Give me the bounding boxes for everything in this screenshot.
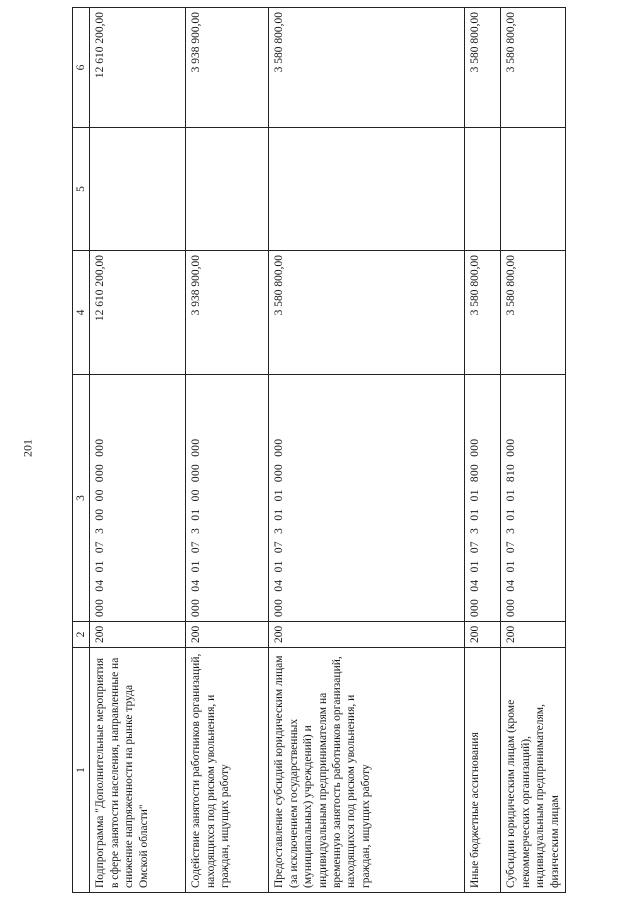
row-code: 000 04 01 07 3 00 00 000 000 bbox=[90, 375, 186, 622]
row-col4: 3 580 800,00 bbox=[269, 251, 465, 375]
row-col5 bbox=[90, 128, 186, 251]
page-number: 201 bbox=[20, 439, 35, 457]
table-row bbox=[465, 8, 501, 893]
row-col5 bbox=[269, 128, 465, 251]
table-row bbox=[90, 8, 186, 893]
row-name: Предоставление субсидий юридическим лицам (за исключением государственных (муниципальных) учреждений) и индивидуальным предпринимателям на временную занятость работников организаций, находящихся под риском увольнения, и граждан, ищущих работу bbox=[269, 648, 465, 893]
row-col5 bbox=[501, 128, 566, 251]
row-name: Субсидии юридическим лицам (кроме некоммерческих организаций), индивидуальным предпринимателям, физическим лицам bbox=[501, 648, 566, 893]
row-admin: 200 bbox=[186, 622, 269, 648]
rotated-table-container bbox=[72, 8, 561, 893]
table-row bbox=[501, 8, 566, 893]
row-admin: 200 bbox=[90, 622, 186, 648]
row-code: 000 04 01 07 3 01 01 810 000 bbox=[501, 375, 566, 622]
header-col-2: 2 bbox=[73, 622, 90, 648]
row-col6: 3 938 900,00 bbox=[186, 8, 269, 128]
header-row bbox=[73, 8, 90, 893]
row-col4: 3 580 800,00 bbox=[501, 251, 566, 375]
row-col6: 3 580 800,00 bbox=[465, 8, 501, 128]
budget-table bbox=[72, 7, 566, 893]
row-name: Подпрограмма "Дополнительные мероприятия в сфере занятости населения, направленные на снижение напряженности на рынке труда Омской области" bbox=[90, 648, 186, 893]
row-code: 000 04 01 07 3 01 01 000 000 bbox=[269, 375, 465, 622]
row-admin: 200 bbox=[465, 622, 501, 648]
row-admin: 200 bbox=[269, 622, 465, 648]
row-col6: 3 580 800,00 bbox=[501, 8, 566, 128]
row-admin: 200 bbox=[501, 622, 566, 648]
header-col-5: 5 bbox=[73, 128, 90, 251]
row-code: 000 04 01 07 3 01 01 800 000 bbox=[465, 375, 501, 622]
row-name: Содействие занятости работников организаций, находящихся под риском увольнения, и граждан, ищущих работу bbox=[186, 648, 269, 893]
row-col4: 12 610 200,00 bbox=[90, 251, 186, 375]
table-row bbox=[186, 8, 269, 893]
header-col-6: 6 bbox=[73, 8, 90, 128]
row-col6: 12 610 200,00 bbox=[90, 8, 186, 128]
row-col6: 3 580 800,00 bbox=[269, 8, 465, 128]
header-col-3: 3 bbox=[73, 375, 90, 622]
header-col-1: 1 bbox=[73, 648, 90, 893]
header-col-4: 4 bbox=[73, 251, 90, 375]
row-code: 000 04 01 07 3 01 00 000 000 bbox=[186, 375, 269, 622]
row-col4: 3 580 800,00 bbox=[465, 251, 501, 375]
row-col5 bbox=[465, 128, 501, 251]
row-col4: 3 938 900,00 bbox=[186, 251, 269, 375]
row-col5 bbox=[186, 128, 269, 251]
row-name: Иные бюджетные ассигнования bbox=[465, 648, 501, 893]
table-row bbox=[269, 8, 465, 893]
